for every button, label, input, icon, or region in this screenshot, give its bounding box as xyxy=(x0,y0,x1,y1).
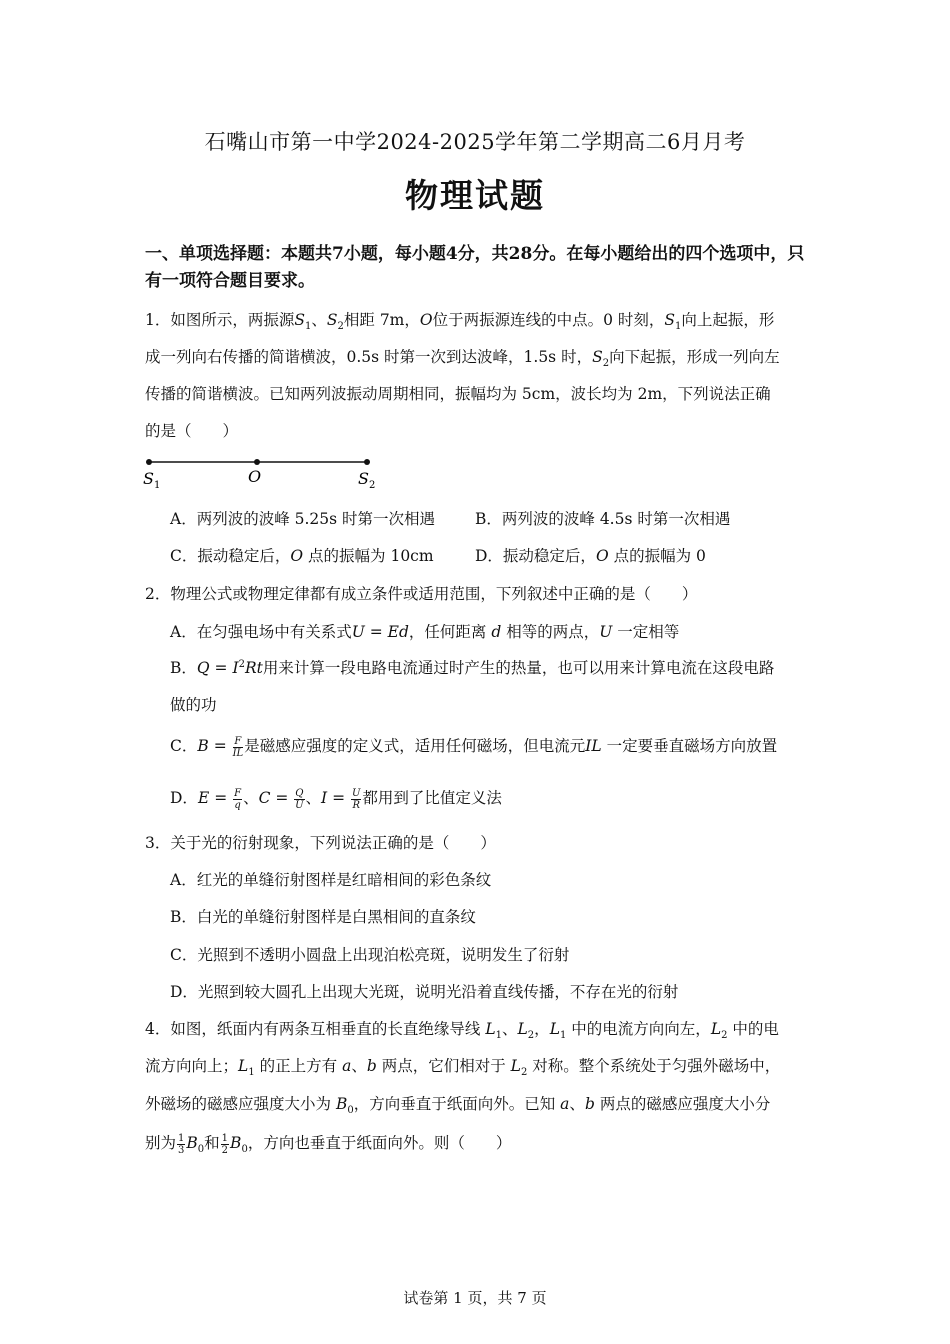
q3-option-a: A．红光的单缝衍射图样是红暗相间的彩色条纹 xyxy=(170,871,492,889)
q2-stem: 2．物理公式或物理定律都有成立条件或适用范围，下列叙述中正确的是（ ） xyxy=(145,585,698,603)
fraction-one-half: $\frac{1}{2}$ xyxy=(221,1132,229,1156)
q4-line-2: 流方向向上；$L_1$ 的正上方有 a、b 两点，它们相对于 $L_2$ 对称。整个系统处于匀强外磁场中， xyxy=(145,1057,781,1079)
fraction-f-over-q: $\frac{F}{q}$ xyxy=(234,787,242,811)
q1-line-4: 的是（ ） xyxy=(145,422,239,440)
q3-option-d: D．光照到较大圆孔上出现大光斑，说明光沿着直线传播，不存在光的衍射 xyxy=(170,983,679,1001)
point-s1 xyxy=(146,459,152,465)
q1-option-d: D．振动稳定后，O 点的振幅为 0 xyxy=(475,547,706,565)
q3-option-b: B．白光的单缝衍射图样是白黑相间的直条纹 xyxy=(170,908,476,926)
label-s2: $S_2$ xyxy=(358,469,376,491)
q3-stem: 3．关于光的衍射现象，下列说法正确的是（ ） xyxy=(145,834,496,852)
q4-line-3: 外磁场的磁感应强度大小为 $B_0$，方向垂直于纸面向外。已知 a、b 两点的磁感应强度大小分 xyxy=(145,1095,771,1117)
label-s1: $S_1$ xyxy=(143,469,161,491)
fraction-f-over-il: $\frac{F}{IL}$ xyxy=(232,735,244,759)
q2-option-a: A．在匀强电场中有关系式U = Ed，任何距离 d 相等的两点，U 一定相等 xyxy=(170,623,680,641)
q1-option-c: C．振动稳定后，O 点的振幅为 10cm xyxy=(170,547,434,565)
fraction-u-over-r: $\frac{U}{R}$ xyxy=(351,787,361,811)
q4-line-4: 别为 $\frac{1}{3}$ $B_0$和 $\frac{1}{2}$ $B_0$，方向也垂直于纸面向外。则（ ） xyxy=(145,1132,512,1156)
q1-diagram xyxy=(140,450,390,492)
fraction-one-third: $\frac{1}{3}$ xyxy=(178,1132,185,1156)
q1-line-3: 传播的简谐横波。已知两列波振动周期相同，振幅均为 5cm，波长均为 2m，下列说法正确 xyxy=(145,385,771,403)
q1-line-2: 成一列向右传播的简谐横波，0.5s 时第一次到达波峰，1.5s 时，$S_2$向下起振，形成一列向左 xyxy=(145,348,780,370)
page-footer: 试卷第 1 页，共 7 页 xyxy=(403,1289,547,1307)
q1-line-1: 1．如图所示，两振源$S_1$、$S_2$相距 7m，O位于两振源连线的中点。0 时刻，$S_1$向上起振，形 xyxy=(145,311,775,333)
q1-option-a: A．两列波的波峰 5.25s 时第一次相遇 xyxy=(170,510,436,528)
q4-line-1: 4．如图，纸面内有两条互相垂直的长直绝缘导线 $L_1$、$L_2$，$L_1$ 中的电流方向向左，$L_2$ 中的电 xyxy=(145,1020,779,1042)
fraction-q-over-u: $\frac{Q}{U}$ xyxy=(295,787,304,811)
section-heading: 一、单项选择题：本题共7小题，每小题4分，共28分。在每小题给出的四个选项中，只有一项符合题目要求。 xyxy=(145,244,805,291)
school-exam-title: 石嘴山市第一中学2024-2025学年第二学期高二6月月考 xyxy=(204,130,746,154)
point-s2 xyxy=(364,459,370,465)
q2-option-b: B．$Q = I^2Rt$用来计算一段电路电流通过时产生的热量，也可以用来计算电流在这段电路 xyxy=(170,658,775,677)
q3-option-c: C．光照到不透明小圆盘上出现泊松亮斑，说明发生了衍射 xyxy=(170,946,570,964)
q1-option-b: B．两列波的波峰 4.5s 时第一次相遇 xyxy=(475,510,731,528)
subject-title: 物理试题 xyxy=(405,176,545,215)
q2-option-d: D．E = $\frac{F}{q}$ 、C = $\frac{Q}{U}$ 、I = $\frac{U}{R}$ 都用到了比值定义法 xyxy=(170,787,502,811)
point-o xyxy=(254,459,260,465)
q2-option-c: C．B = $\frac{F}{IL}$ 是磁感应强度的定义式，适用任何磁场，但电流元IL 一定要垂直磁场方向放置 xyxy=(170,735,778,759)
q2-option-b-cont: 做的功 xyxy=(170,696,217,714)
label-o: O xyxy=(248,467,262,486)
